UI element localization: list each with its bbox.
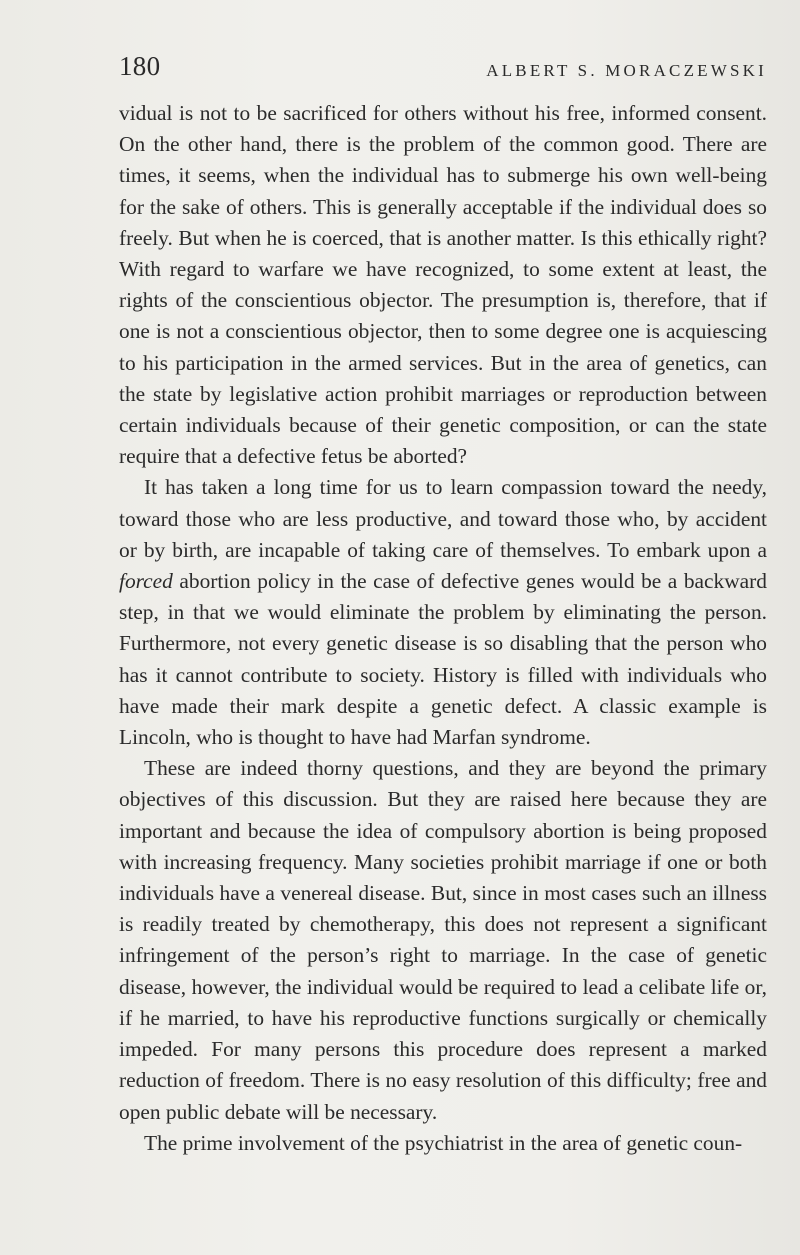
paragraph-text: It has taken a long time for us to learn compassion toward the needy, toward those who are less productive, and toward those who, by accident or by birth, are incapable of taking care of themselves. To embark upon a xyxy=(119,475,767,562)
paragraph-compassion xyxy=(119,472,767,753)
emphasis-forced: forced xyxy=(119,569,173,594)
body-text xyxy=(119,98,767,1159)
paragraph-continued: vidual is not to be sacrificed for others without his free, informed consent. On the other hand, there is the problem of the common good. There are times, it seems, when the individual has to submerge his own well-being for the sake of others. This is generally acceptable if the individual does so freely. But when he is coerced, that is another matter. Is this ethically right? With regard to warfare we have recognized, to some extent at least, the rights of the conscientious objector. The presumption is, therefore, that if one is not a conscientious objector, then to some degree one is acquiescing to his participation in the armed services. But in the area of genetics, can the state by legislative action prohibit marriages or reproduction between certain individuals because of their genetic composition, or can the state require that a defective fetus be aborted? xyxy=(119,101,767,469)
paragraph-text: abortion policy in the case of defective genes would be a backward step, in that we would eliminate the problem by eliminating the person. Furthermore, not every genetic disease is so disabling that the person who has it cannot contribute to society. History is filled with individuals who have made their mark despite a genetic defect. A classic example is Lincoln, who is thought to have had Marfan syndrome. xyxy=(119,569,767,750)
page-header xyxy=(119,50,767,86)
paragraph-thorny-questions: These are indeed thorny questions, and they are beyond the primary objectives of this discussion. But they are raised here because they are important and because the idea of compulsory abortion is being proposed with increasing frequency. Many societies prohibit marriage if one or both individuals have a venereal disease. But, since in most cases such an illness is readily treated by chemotherapy, this does not represent a significant infringement of the person’s right to marriage. In the case of genetic disease, however, the individual would be required to lead a celibate life or, if he married, to have his reproductive functions surgically or chemically impeded. For many persons this procedure does represent a marked reduction of freedom. There is no easy resolution of this difficulty; free and open public debate will be necessary. xyxy=(119,756,767,1124)
running-head-author: ALBERT S. MORACZEWSKI xyxy=(486,61,767,80)
page-number: 180 xyxy=(119,51,161,81)
paragraph-psychiatrist: The prime involvement of the psychiatrist in the area of genetic coun- xyxy=(144,1130,743,1155)
